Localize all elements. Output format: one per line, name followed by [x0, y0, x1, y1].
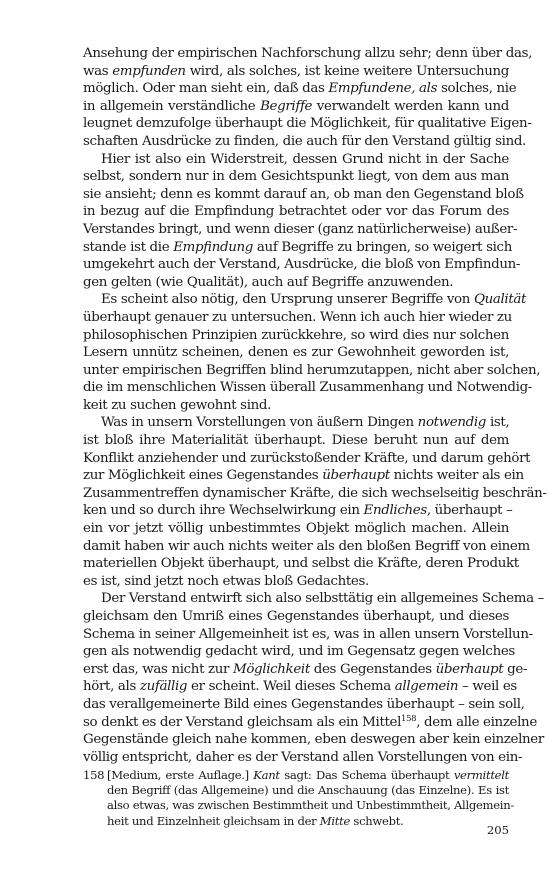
text-run: was [83, 63, 113, 79]
text-run: gen gelten (wie Qualität), auch auf Begriffe anzuwenden. [83, 274, 454, 290]
text-run: also etwas, was zwischen Bestimmtheit und Unbestimmtheit, Allgemein- [107, 798, 514, 813]
page-number: 205 [486, 823, 509, 837]
text-run: materiellen Objekt überhaupt, und selbst die Kräfte, deren Produkt [83, 556, 519, 572]
emphasis: zufällig [139, 679, 188, 695]
text-run: er scheint. Weil dieses Schema [187, 679, 395, 695]
footnote-158 [83, 768, 514, 829]
footnote-text [107, 768, 514, 829]
text-line [83, 520, 509, 538]
text-run: Verstandes bringt, und wenn dieser (ganz natürlicherweise) außer- [83, 221, 518, 237]
text-run: überhaupt genauer zu untersuchen. Wenn ich auch hier wieder zu [83, 309, 512, 325]
text-run: die im menschlichen Wissen überall Zusammenhang und Notwendig- [83, 380, 532, 396]
text-run: umgekehrt auch der Verstand, Ausdrücke, die bloß von Empfindun- [83, 257, 521, 273]
text-line [107, 814, 509, 829]
text-run: schaften Ausdrücke zu finden, die auch für den Verstand gültig sind. [83, 133, 526, 149]
text-line [83, 98, 509, 116]
text-line [83, 45, 533, 63]
text-run: sie ansieht; denn es kommt darauf an, ob man den Gegenstand bloß [83, 186, 524, 202]
text-run: sagt: Das Schema überhaupt [279, 768, 454, 782]
text-line [83, 678, 517, 696]
emphasis: Begriffe [260, 98, 313, 114]
text-line [83, 696, 525, 714]
text-run: ist bloß ihre Materialität überhaupt. Diese beruht nun auf dem [83, 433, 509, 449]
text-line [83, 80, 517, 98]
emphasis: Empfundene, als [328, 81, 438, 97]
text-line [83, 291, 527, 309]
main-text [83, 45, 547, 766]
text-run: auf Begriffe zu bringen, so weigert sich [253, 239, 512, 255]
emphasis: vermittelt [453, 768, 510, 782]
text-run: stande ist die [83, 239, 174, 255]
emphasis: Empfindung [173, 239, 254, 255]
text-run: wird, als solches, ist keine weitere Untersuchung [185, 63, 509, 79]
text-run: unter empirischen Begriffen blind herumzutappen, nicht aber solchen, [83, 362, 541, 378]
text-run: Lesern unnütz scheinen, denen es zur Gewohnheit geworden ist, [83, 345, 509, 361]
text-line [83, 379, 532, 397]
text-line [83, 485, 547, 503]
text-run: gleichsam den Umriß eines Gegenstandes überhaupt, und dieses [83, 609, 509, 624]
paragraph [83, 151, 524, 292]
text-run: Ansehung der empirischen Nachforschung allzu sehr; denn über das, [83, 46, 533, 61]
text-line [83, 467, 524, 485]
emphasis: überhaupt [435, 661, 504, 677]
text-line [107, 768, 509, 783]
text-line [83, 63, 509, 81]
footnote-number: 158 [83, 768, 105, 782]
text-run: das verallgemeinerte Bild eines Gegenstandes überhaupt – sein soll, [83, 696, 525, 712]
emphasis: Möglichkeit [232, 661, 310, 677]
text-run: [Medium, erste Auflage.] [107, 768, 254, 782]
text-run: keit zu suchen gewohnt sind. [83, 397, 272, 413]
text-run: den Begriff (das Allgemeine) und die Anschauung (das Einzelne). Es ist [107, 783, 509, 798]
text-run: solches, nie [437, 81, 517, 97]
text-line [83, 502, 513, 520]
text-line [83, 362, 541, 380]
text-run: , überhaupt – [426, 503, 513, 519]
emphasis: überhaupt [322, 468, 390, 484]
text-line [83, 151, 509, 169]
text-line [83, 749, 523, 767]
text-run: verwandelt werden kann und [312, 98, 509, 114]
text-run: selbst, sondern nur in dem Gesichtspunkt liegt, von dem aus man [83, 169, 509, 185]
text-run: nichts weiter als ein [389, 468, 524, 484]
text-run: philosophischen Prinzipien zurückkehre, so wird dies nur solchen [83, 327, 509, 343]
text-line [83, 643, 515, 661]
text-line [83, 239, 512, 257]
text-run: Der Verstand entwirft sich also selbsttätig ein allgemeines Schema – [101, 591, 544, 607]
emphasis: allgemein [394, 679, 459, 695]
text-line [83, 186, 524, 204]
text-line [83, 221, 518, 239]
text-line [83, 115, 532, 133]
text-run: in allgemein verständliche [83, 98, 261, 114]
text-line [83, 731, 544, 749]
text-run: Gegenstände gleich nahe kommen, eben deswegen aber kein einzelner [83, 732, 544, 748]
emphasis: empfunden [112, 63, 186, 79]
emphasis: notwendig [417, 415, 487, 431]
text-line [83, 661, 528, 679]
text-run: ken und so durch ihre Wechselwirkung ein [83, 503, 364, 519]
text-line [83, 573, 509, 591]
paragraph [83, 291, 541, 414]
text-run: , dem alle einzelne [416, 714, 537, 730]
text-run: schwebt. [350, 813, 404, 828]
text-line [83, 168, 509, 186]
text-line [83, 713, 537, 732]
text-run: zur Möglichkeit eines Gegenstandes [83, 468, 323, 484]
text-run: Was in unsern Vorstellungen von äußern Dingen [101, 415, 418, 431]
text-run: hört, als [83, 679, 140, 695]
text-run: des Gegenstandes [309, 661, 436, 677]
text-run: völlig entspricht, daher es der Verstand allen Vorstellungen von ein- [83, 749, 523, 765]
text-line [83, 344, 509, 362]
text-run: ist, [486, 415, 510, 431]
text-line [83, 432, 509, 450]
text-run: Schema in seiner Allgemeinheit ist es, was in allen unsern Vorstellun- [83, 626, 533, 642]
text-line [83, 133, 526, 151]
text-run: gen als notwendig gedacht wird, und im Gegensatz gegen welches [83, 644, 515, 660]
text-run: in bezug auf die Empfindung betrachtet oder vor das Forum des [83, 204, 509, 220]
text-line [83, 608, 509, 626]
text-line [83, 538, 530, 556]
text-run: ein vor jetzt völlig unbestimmtes Objekt möglich machen. Allein [83, 521, 509, 537]
text-run: heit und Einzelnheit gleichsam in der [107, 813, 320, 828]
text-line [83, 450, 531, 468]
text-line [83, 274, 509, 292]
text-line [83, 555, 519, 573]
emphasis: Mitte [319, 813, 351, 828]
text-run: damit haben wir auch nichts weiter als den bloßen Begriff von einem [83, 538, 530, 554]
text-line [83, 414, 509, 432]
text-line [83, 327, 509, 345]
text-line [83, 590, 544, 608]
text-run: – weil es [458, 679, 517, 695]
text-line [83, 397, 509, 415]
text-run: Konflikt anziehender und zurückstoßender Kräfte, und darum gehört [83, 450, 531, 466]
emphasis: Qualität [473, 292, 527, 308]
emphasis: Kant [253, 768, 280, 782]
text-line [107, 783, 509, 798]
paragraph [83, 590, 544, 766]
text-line [83, 309, 512, 327]
emphasis: Endliches [363, 503, 427, 519]
footnote-reference[interactable]: 158 [401, 713, 417, 724]
text-run: Hier ist also ein Widerstreit, dessen Grund nicht in der Sache [101, 151, 509, 167]
text-run: so denkt es der Verstand gleichsam als ein Mittel [83, 714, 402, 730]
text-line [83, 203, 509, 221]
text-line [83, 626, 533, 644]
text-run: möglich. Oder man sieht ein, daß das [83, 81, 329, 97]
text-run: leugnet demzufolge überhaupt die Möglichkeit, für qualitative Eigen- [83, 116, 532, 132]
text-run: ge- [503, 661, 528, 677]
text-line [83, 256, 521, 274]
paragraph [83, 45, 533, 151]
text-run: es ist, sind jetzt noch etwas bloß Gedachtes. [83, 573, 369, 589]
paragraph [83, 414, 547, 590]
text-run: erst das, was nicht zur [83, 661, 233, 677]
text-run: Es scheint also nötig, den Ursprung unserer Begriffe von [101, 292, 474, 308]
text-line [107, 798, 514, 813]
text-run: Zusammentreffen dynamischer Kräfte, die sich wechselseitig beschrän- [83, 485, 547, 501]
